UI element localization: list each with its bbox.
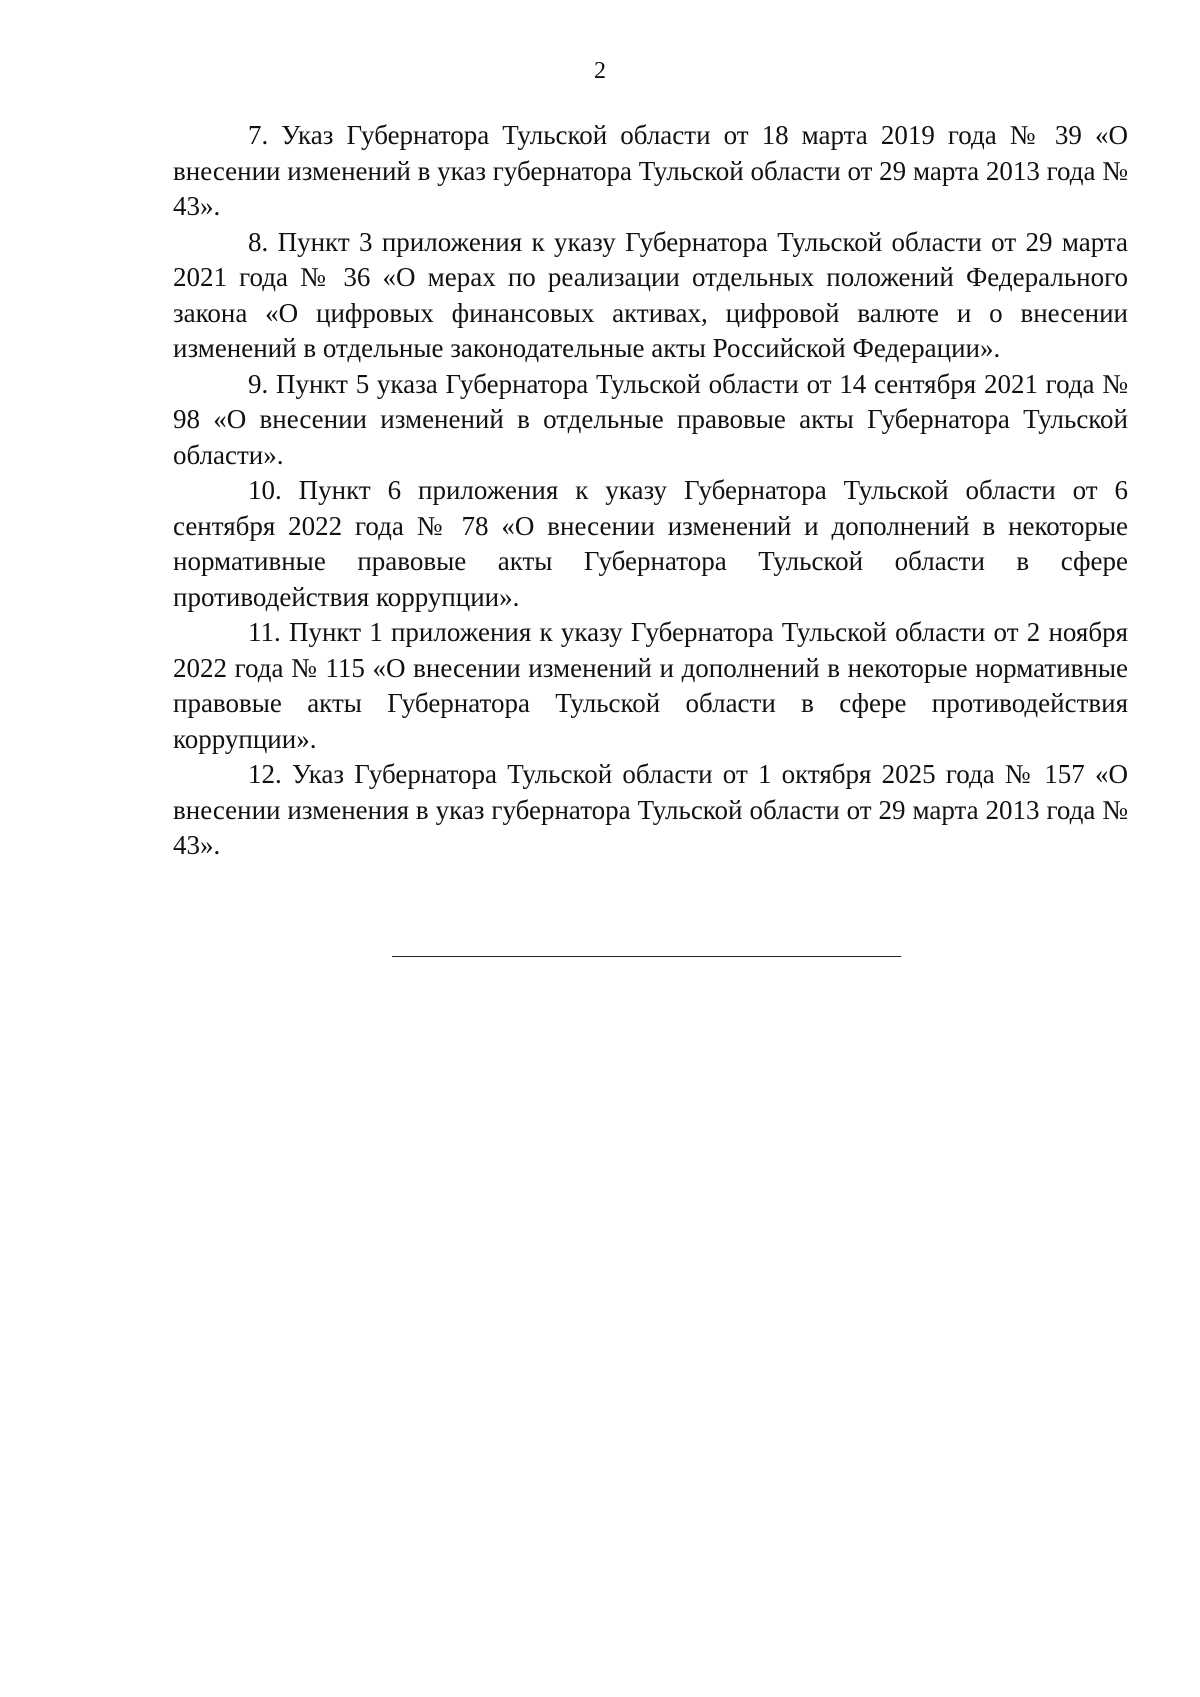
closing-divider	[392, 956, 901, 957]
list-item-10: 10. Пункт 6 приложения к указу Губернатора Тульской области от 6 сентября 2022 года № 78 «О внесении изменений и дополнений в некоторые нормативные правовые акты Губернатора Тульской области в сфере противодействия коррупции».	[173, 475, 1128, 612]
list-item-12: 12. Указ Губернатора Тульской области от 1 октября 2025 года № 157 «О внесении изменения в указ губернатора Тульской области от 29 марта 2013 года № 43».	[173, 759, 1128, 860]
list-item-8: 8. Пункт 3 приложения к указу Губернатора Тульской области от 29 марта 2021 года № 36 «О мерах по реализации отдельных положений Федерального закона «О цифровых финансовых активах, цифровой валюте и о внесении изменений в отдельные законодательные акты Российской Федерации».	[173, 226, 1128, 363]
list-item-11: 11. Пункт 1 приложения к указу Губернатора Тульской области от 2 ноября 2022 года № 115 «О внесении изменений и дополнений в некоторые нормативные правовые акты Губернатора Тульской области в сфере противодействия коррупции».	[173, 617, 1128, 754]
list-item-9: 9. Пункт 5 указа Губернатора Тульской области от 14 сентября 2021 года № 98 «О внесении изменений в отдельные правовые акты Губернатора Тульской области».	[173, 368, 1128, 470]
page-number: 2	[594, 58, 606, 84]
list-item-7: 7. Указ Губернатора Тульской области от 18 марта 2019 года № 39 «О внесении изменений в указ губернатора Тульской области от 29 марта 2013 года № 43».	[173, 120, 1128, 221]
document-body	[173, 118, 1128, 864]
